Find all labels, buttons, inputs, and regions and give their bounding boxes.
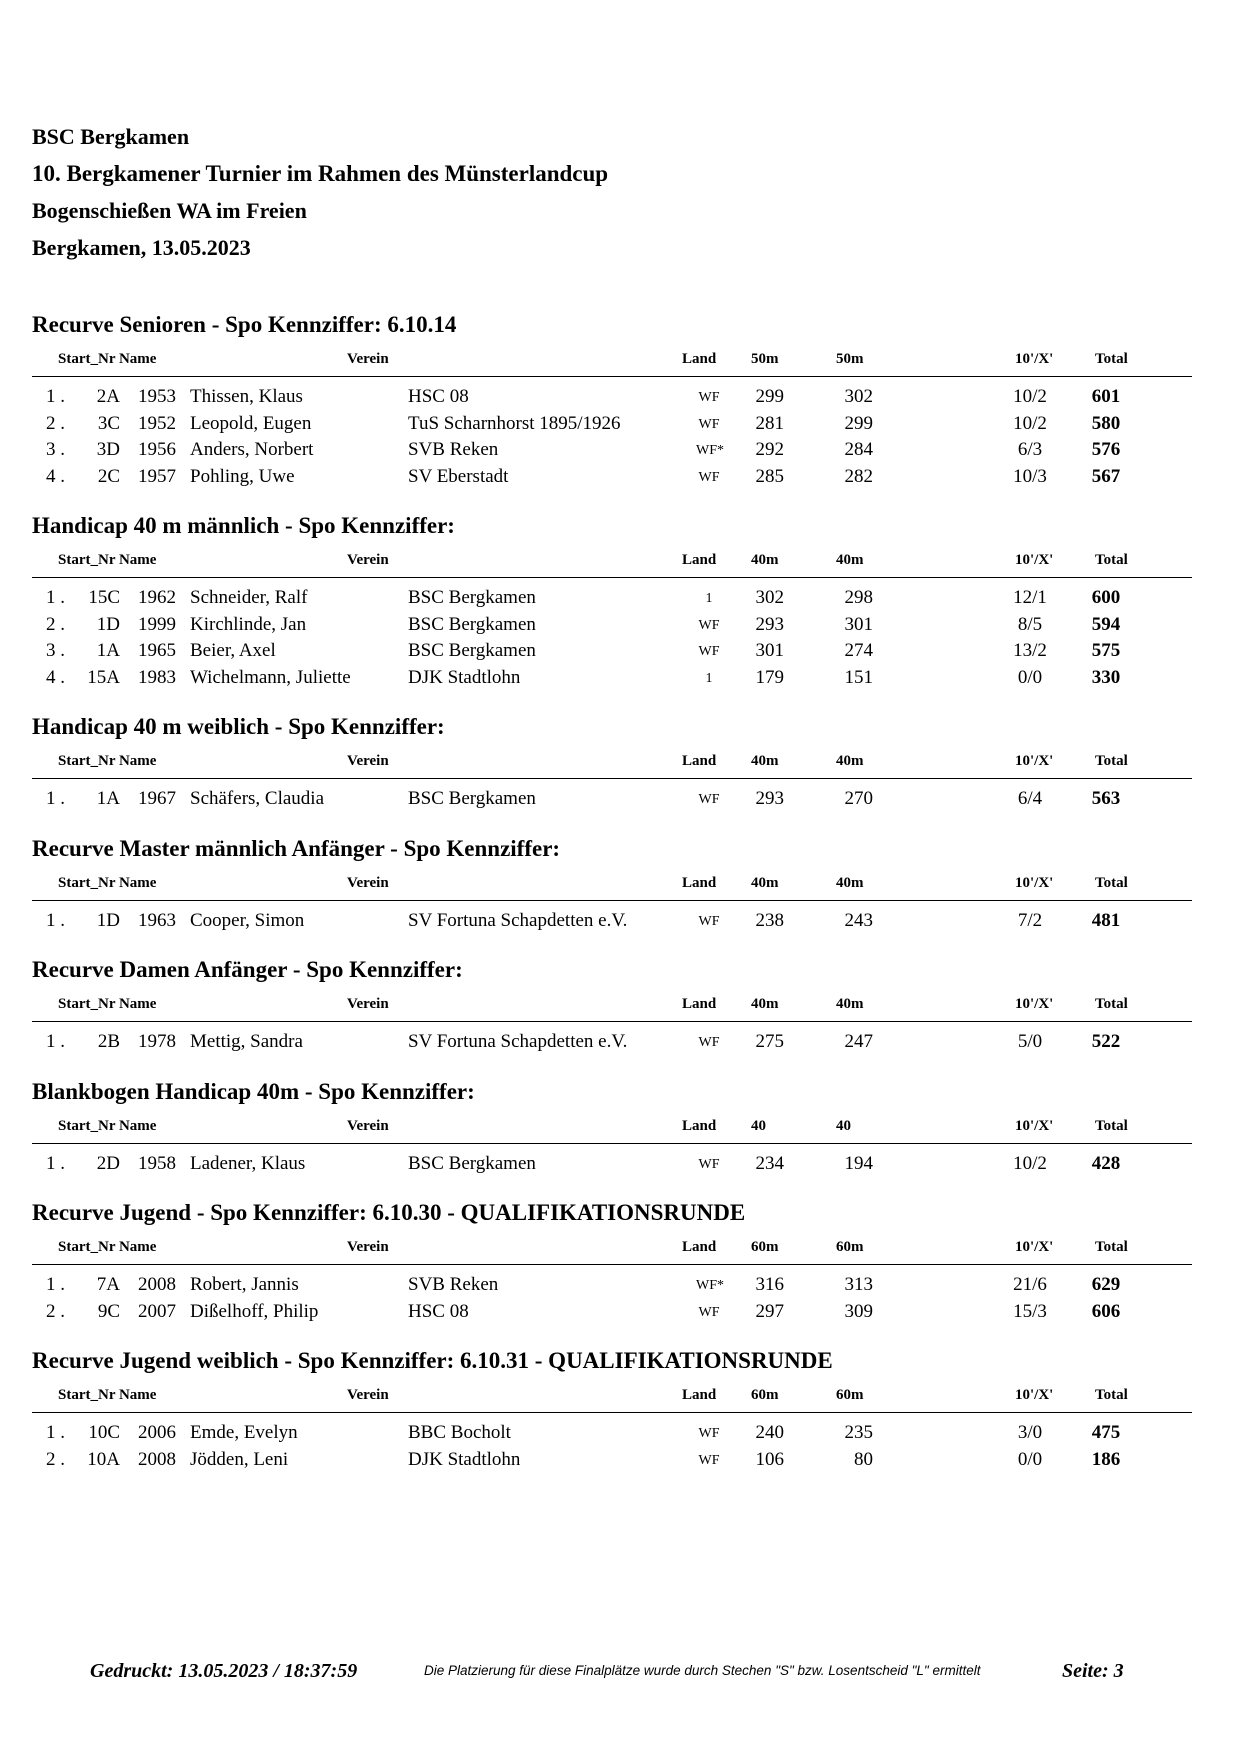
cell-total: 594 <box>1091 613 1121 635</box>
cell-year: 1956 <box>138 439 176 460</box>
cell-start: 2B <box>97 1031 120 1052</box>
table-row <box>32 1271 1192 1298</box>
section-title: Handicap 40 m männlich - Spo Kennziffer: <box>32 513 455 538</box>
cell-land: WF <box>698 1035 720 1050</box>
cell-tens: 0/0 <box>1017 1448 1043 1470</box>
cell-year: 2006 <box>138 1422 176 1443</box>
cell-tens: 21/6 <box>1013 1274 1047 1295</box>
col-total: Total <box>1095 351 1128 367</box>
cell-year: 2008 <box>138 1274 176 1295</box>
cell-rank: 3 . <box>46 640 65 661</box>
cell-name: Emde, Evelyn <box>190 1422 298 1443</box>
cell-tens: 13/2 <box>1013 640 1047 661</box>
cell-club: DJK Stadtlohn <box>408 1448 521 1470</box>
col-start-name: Start_Nr Name <box>58 874 157 891</box>
section-title: Handicap 40 m weiblich - Spo Kennziffer: <box>32 714 445 739</box>
cell-s1: 316 <box>755 1274 784 1295</box>
cell-year: 1957 <box>138 465 176 487</box>
cell-start: 9C <box>97 1300 120 1322</box>
cell-land: WF <box>698 644 720 659</box>
col-tens: 10'/X' <box>1015 1239 1054 1255</box>
col-start-name: Start_Nr Name <box>58 996 157 1012</box>
table-row <box>32 584 1192 611</box>
cell-total: 629 <box>1091 1274 1121 1295</box>
cell-s1: 299 <box>755 386 784 407</box>
column-header-row <box>32 746 1192 779</box>
col-dist1: 40m <box>751 552 779 568</box>
cell-tens: 10/2 <box>1013 1152 1047 1174</box>
result-section <box>32 1073 1192 1195</box>
table-row <box>32 383 1192 410</box>
cell-year: 2007 <box>138 1300 176 1322</box>
cell-start: 2C <box>97 465 120 487</box>
cell-tens: 0/0 <box>1017 666 1043 688</box>
col-verein: Verein <box>347 753 389 769</box>
cell-s1: 297 <box>755 1300 784 1322</box>
discipline: Bogenschießen WA im Freien <box>32 198 307 223</box>
cell-s2: 80 <box>854 1448 873 1470</box>
col-start-name: Start_Nr Name <box>58 1117 157 1134</box>
cell-tens: 6/3 <box>1017 439 1043 460</box>
cell-name: Dißelhoff, Philip <box>190 1300 319 1322</box>
cell-start: 10C <box>88 1422 120 1443</box>
col-dist2: 40m <box>836 552 864 568</box>
cell-s1: 234 <box>755 1152 784 1174</box>
col-dist2: 60m <box>836 1239 864 1255</box>
cell-tens: 10/2 <box>1013 386 1047 407</box>
cell-name: Ladener, Klaus <box>190 1152 306 1174</box>
col-land: Land <box>682 1117 717 1134</box>
col-land: Land <box>682 1239 717 1255</box>
section-title: Recurve Damen Anfänger - Spo Kennziffer: <box>32 957 463 982</box>
col-tens: 10'/X' <box>1015 351 1054 367</box>
cell-club: BSC Bergkamen <box>408 613 536 635</box>
table-row <box>32 463 1192 490</box>
cell-s2: 151 <box>844 666 873 688</box>
col-tens: 10'/X' <box>1015 996 1054 1012</box>
cell-rank: 4 . <box>46 465 65 487</box>
cell-total: 600 <box>1091 587 1121 608</box>
cell-tens: 6/4 <box>1017 788 1043 809</box>
col-land: Land <box>682 874 717 891</box>
cell-s1: 285 <box>755 465 784 487</box>
cell-land: 1 <box>705 670 713 686</box>
column-header-row <box>32 1380 1192 1413</box>
cell-total: 522 <box>1091 1031 1121 1052</box>
cell-rank: 2 . <box>46 1300 65 1322</box>
table-row <box>32 1419 1192 1446</box>
cell-land: WF <box>698 469 720 485</box>
col-tens: 10'/X' <box>1015 874 1054 891</box>
cell-land: WF* <box>696 443 724 458</box>
cell-year: 1999 <box>138 613 176 635</box>
col-verein: Verein <box>347 351 389 367</box>
table-row <box>32 664 1192 691</box>
table-row <box>32 1446 1192 1473</box>
cell-s2: 302 <box>844 386 873 407</box>
cell-start: 10A <box>87 1448 120 1470</box>
cell-year: 1983 <box>138 666 176 688</box>
cell-year: 2008 <box>138 1448 176 1470</box>
cell-s2: 270 <box>844 788 873 809</box>
table-row <box>32 907 1192 934</box>
cell-start: 15C <box>88 587 120 608</box>
cell-total: 475 <box>1091 1422 1121 1443</box>
cell-start: 1D <box>96 909 120 931</box>
cell-club: BBC Bocholt <box>408 1422 511 1443</box>
col-start-name: Start_Nr Name <box>58 1387 157 1403</box>
col-land: Land <box>682 996 717 1012</box>
cell-club: HSC 08 <box>408 1300 469 1322</box>
cell-total: 606 <box>1091 1300 1121 1322</box>
column-header-row <box>32 344 1192 377</box>
section-title: Recurve Master männlich Anfänger - Spo Kennziffer: <box>32 835 561 861</box>
cell-rank: 3 . <box>46 439 65 460</box>
cell-s1: 293 <box>755 788 784 809</box>
cell-name: Schäfers, Claudia <box>190 788 325 809</box>
cell-name: Schneider, Ralf <box>190 587 308 608</box>
cell-rank: 4 . <box>46 666 65 688</box>
cell-tens: 3/0 <box>1017 1422 1043 1443</box>
col-tens: 10'/X' <box>1015 1117 1054 1134</box>
cell-tens: 7/2 <box>1017 909 1043 931</box>
cell-rank: 1 . <box>46 1031 65 1052</box>
col-dist1: 40m <box>751 874 779 891</box>
cell-name: Kirchlinde, Jan <box>190 613 307 635</box>
cell-land: WF <box>698 1156 720 1172</box>
table-row <box>32 785 1192 812</box>
result-section <box>32 507 1192 708</box>
cell-name: Leopold, Eugen <box>190 412 312 434</box>
cell-club: SV Eberstadt <box>408 465 509 487</box>
cell-rank: 1 . <box>46 1274 65 1295</box>
col-dist2: 50m <box>836 351 864 367</box>
cell-land: WF* <box>696 1278 724 1293</box>
cell-land: WF <box>698 1304 720 1320</box>
col-total: Total <box>1095 753 1128 769</box>
col-start-name: Start_Nr Name <box>58 351 157 367</box>
printed-timestamp: Gedruckt: 13.05.2023 / 18:37:59 <box>90 1660 358 1682</box>
cell-club: DJK Stadtlohn <box>408 666 521 688</box>
cell-rank: 1 . <box>46 788 65 809</box>
cell-land: WF <box>698 617 720 633</box>
col-start-name: Start_Nr Name <box>58 552 157 568</box>
cell-s1: 293 <box>755 613 784 635</box>
cell-s2: 194 <box>844 1152 873 1174</box>
cell-start: 1A <box>96 788 120 809</box>
cell-rank: 2 . <box>46 1448 65 1470</box>
col-dist1: 40m <box>751 996 779 1012</box>
col-land: Land <box>682 1387 717 1403</box>
col-dist2: 60m <box>836 1387 864 1403</box>
page-number: Seite: 3 <box>1062 1660 1124 1682</box>
col-total: Total <box>1095 1387 1128 1403</box>
page-footer <box>0 1660 1240 1690</box>
cell-s2: 299 <box>844 412 873 434</box>
table-row <box>32 611 1192 638</box>
section-title: Blankbogen Handicap 40m - Spo Kennziffer: <box>32 1078 475 1104</box>
cell-tens: 10/2 <box>1013 412 1047 434</box>
cell-start: 3D <box>96 439 120 460</box>
col-dist2: 40 <box>836 1117 851 1134</box>
cell-rank: 1 . <box>46 386 65 407</box>
cell-rank: 2 . <box>46 412 65 434</box>
cell-s2: 309 <box>844 1300 873 1322</box>
cell-start: 15A <box>87 666 120 688</box>
cell-s2: 247 <box>844 1031 873 1052</box>
col-dist1: 40 <box>751 1117 766 1134</box>
cell-tens: 12/1 <box>1013 587 1047 608</box>
col-verein: Verein <box>347 1387 389 1403</box>
result-section <box>32 830 1192 952</box>
cell-total: 481 <box>1091 909 1121 931</box>
col-start-name: Start_Nr Name <box>58 1239 157 1255</box>
cell-club: BSC Bergkamen <box>408 788 536 809</box>
col-total: Total <box>1095 874 1128 891</box>
column-header-row <box>32 989 1192 1022</box>
cell-total: 428 <box>1091 1152 1121 1174</box>
cell-start: 1D <box>96 613 120 635</box>
col-verein: Verein <box>347 874 389 891</box>
col-dist1: 60m <box>751 1387 779 1403</box>
column-header-row <box>32 868 1192 901</box>
table-row <box>32 637 1192 664</box>
cell-tens: 10/3 <box>1013 465 1047 487</box>
table-row <box>32 436 1192 463</box>
cell-total: 330 <box>1091 666 1121 688</box>
tournament-title: 10. Bergkamener Turnier im Rahmen des Münsterlandcup <box>32 161 609 186</box>
cell-s2: 301 <box>844 613 873 635</box>
cell-land: WF <box>698 1426 720 1441</box>
cell-year: 1978 <box>138 1031 176 1052</box>
cell-s1: 292 <box>755 439 784 460</box>
col-verein: Verein <box>347 996 389 1012</box>
table-row <box>32 410 1192 437</box>
cell-tens: 8/5 <box>1017 613 1043 635</box>
cell-s2: 298 <box>844 587 873 608</box>
cell-year: 1952 <box>138 412 176 434</box>
column-header-row <box>32 545 1192 578</box>
cell-club: SV Fortuna Schapdetten e.V. <box>408 1031 628 1052</box>
cell-land: WF <box>698 913 720 929</box>
col-land: Land <box>682 351 717 367</box>
col-dist1: 50m <box>751 351 779 367</box>
cell-total: 186 <box>1091 1448 1121 1470</box>
cell-start: 2A <box>96 386 120 407</box>
result-section <box>32 1342 1192 1490</box>
cell-name: Pohling, Uwe <box>190 465 295 487</box>
cell-s2: 282 <box>844 465 873 487</box>
col-dist2: 40m <box>836 753 864 769</box>
col-dist1: 40m <box>751 753 779 769</box>
section-title: Recurve Jugend - Spo Kennziffer: 6.10.30 - QUALIFIKATIONSRUNDE <box>32 1200 746 1225</box>
cell-s1: 106 <box>755 1448 784 1470</box>
cell-name: Robert, Jannis <box>190 1274 299 1295</box>
table-row <box>32 1150 1192 1177</box>
cell-rank: 2 . <box>46 613 65 635</box>
cell-s2: 284 <box>844 439 873 460</box>
col-total: Total <box>1095 1239 1128 1255</box>
cell-club: HSC 08 <box>408 386 469 407</box>
section-title: Recurve Senioren - Spo Kennziffer: 6.10.14 <box>32 312 457 337</box>
cell-club: SV Fortuna Schapdetten e.V. <box>408 909 628 931</box>
cell-s2: 235 <box>844 1422 873 1443</box>
cell-club: SVB Reken <box>408 1274 499 1295</box>
cell-year: 1962 <box>138 587 176 608</box>
cell-s1: 302 <box>755 587 784 608</box>
col-land: Land <box>682 753 717 769</box>
cell-name: Jödden, Leni <box>190 1448 289 1470</box>
document-header <box>32 118 608 266</box>
cell-s1: 281 <box>755 412 784 434</box>
cell-name: Thissen, Klaus <box>190 386 303 407</box>
result-section <box>32 306 1192 507</box>
results-sections <box>32 306 1192 1490</box>
table-row <box>32 1298 1192 1325</box>
cell-tens: 5/0 <box>1017 1031 1043 1052</box>
club-name: BSC Bergkamen <box>32 124 190 149</box>
cell-total: 563 <box>1091 788 1121 809</box>
cell-start: 1A <box>96 640 120 661</box>
col-verein: Verein <box>347 1239 389 1255</box>
cell-start: 2D <box>96 1152 120 1174</box>
cell-club: BSC Bergkamen <box>408 587 536 608</box>
cell-tens: 15/3 <box>1013 1300 1047 1322</box>
cell-s1: 275 <box>755 1031 784 1052</box>
cell-rank: 1 . <box>46 1152 65 1174</box>
cell-total: 580 <box>1091 412 1121 434</box>
cell-year: 1965 <box>138 640 176 661</box>
cell-total: 567 <box>1091 465 1121 487</box>
column-header-row <box>32 1232 1192 1265</box>
cell-club: BSC Bergkamen <box>408 1152 536 1174</box>
cell-start: 7A <box>96 1274 120 1295</box>
result-section <box>32 951 1192 1073</box>
cell-land: WF <box>698 1452 720 1468</box>
cell-name: Anders, Norbert <box>190 439 314 460</box>
cell-year: 1963 <box>138 909 176 931</box>
result-section <box>32 708 1192 830</box>
cell-land: WF <box>698 390 720 405</box>
cell-s2: 243 <box>844 909 873 931</box>
cell-name: Wichelmann, Juliette <box>190 666 351 688</box>
cell-year: 1967 <box>138 788 176 809</box>
table-row <box>32 1028 1192 1055</box>
col-total: Total <box>1095 996 1128 1012</box>
col-verein: Verein <box>347 552 389 568</box>
cell-name: Mettig, Sandra <box>190 1031 303 1052</box>
col-total: Total <box>1095 552 1128 568</box>
cell-s1: 179 <box>755 666 784 688</box>
col-dist2: 40m <box>836 874 864 891</box>
cell-club: SVB Reken <box>408 439 499 460</box>
col-start-name: Start_Nr Name <box>58 753 157 769</box>
cell-land: 1 <box>705 591 713 606</box>
cell-s1: 238 <box>755 909 784 931</box>
cell-total: 576 <box>1091 439 1121 460</box>
cell-start: 3C <box>97 412 120 434</box>
cell-s1: 301 <box>755 640 784 661</box>
cell-year: 1958 <box>138 1152 176 1174</box>
cell-rank: 1 . <box>46 909 65 931</box>
result-section <box>32 1194 1192 1342</box>
col-dist2: 40m <box>836 996 864 1012</box>
cell-name: Cooper, Simon <box>190 909 305 931</box>
place-date: Bergkamen, 13.05.2023 <box>32 235 251 260</box>
cell-year: 1953 <box>138 386 176 407</box>
col-tens: 10'/X' <box>1015 753 1054 769</box>
section-title: Recurve Jugend weiblich - Spo Kennziffer: 6.10.31 - QUALIFIKATIONSRUNDE <box>32 1348 833 1373</box>
cell-total: 575 <box>1091 640 1121 661</box>
cell-land: WF <box>698 792 720 807</box>
cell-club: TuS Scharnhorst 1895/1926 <box>408 412 621 434</box>
col-verein: Verein <box>347 1117 389 1134</box>
cell-name: Beier, Axel <box>190 640 276 661</box>
footer-note: Die Platzierung für diese Finalplätze wurde durch Stechen "S" bzw. Losentscheid "L" ermittelt <box>424 1663 981 1678</box>
column-header-row <box>32 1111 1192 1144</box>
col-land: Land <box>682 552 717 568</box>
cell-land: WF <box>698 416 720 432</box>
cell-s2: 274 <box>844 640 873 661</box>
col-total: Total <box>1095 1117 1128 1134</box>
cell-rank: 1 . <box>46 1422 65 1443</box>
cell-club: BSC Bergkamen <box>408 640 536 661</box>
cell-total: 601 <box>1091 386 1121 407</box>
col-tens: 10'/X' <box>1015 552 1054 568</box>
cell-s1: 240 <box>755 1422 784 1443</box>
cell-rank: 1 . <box>46 587 65 608</box>
col-dist1: 60m <box>751 1239 779 1255</box>
cell-s2: 313 <box>844 1274 873 1295</box>
col-tens: 10'/X' <box>1015 1387 1054 1403</box>
